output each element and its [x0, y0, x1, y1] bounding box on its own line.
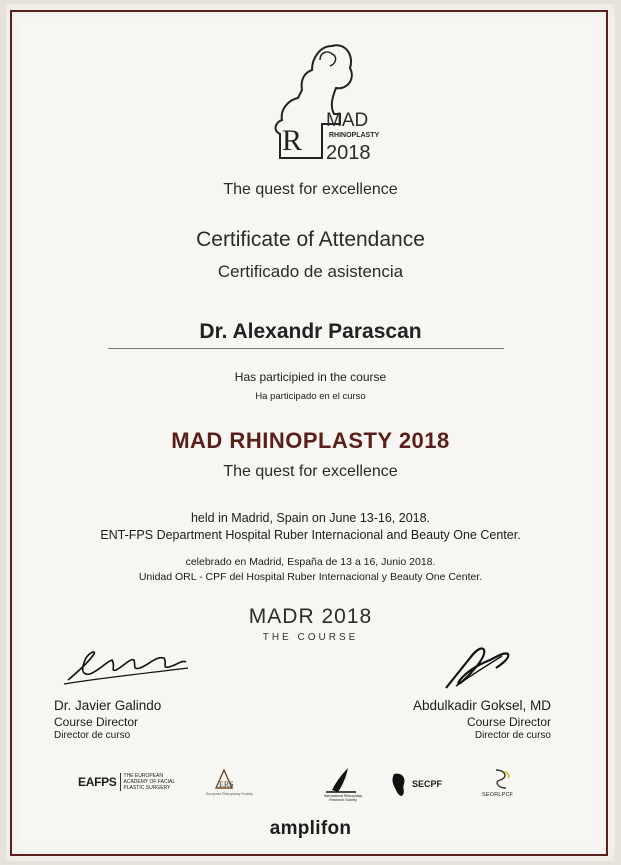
- director-left-role-en: Course Director: [54, 715, 139, 729]
- eafps-logo: [78, 770, 184, 794]
- recipient-name: Dr. Alexandr Parascan: [199, 320, 422, 343]
- director-right-role-es: Director de curso: [474, 730, 551, 741]
- secpf-text: SECPF: [412, 779, 443, 789]
- course-subtitle: The quest for excellence: [223, 463, 398, 480]
- director-right-role-en: Course Director: [466, 715, 551, 729]
- logo-initial: R: [282, 124, 303, 157]
- secpf-logo: [390, 770, 442, 798]
- mad-rhinoplasty-logo: [250, 38, 390, 172]
- held-es-line1: celebrado en Madrid, España de 13 a 16, Junio 2018.: [185, 556, 436, 568]
- logo-sub: RHINOPLASTY: [329, 132, 380, 139]
- eibs-logo: [206, 766, 253, 800]
- eibs-text: European Rhinoplasty Society: [206, 792, 253, 796]
- irs-emblem: [318, 764, 364, 794]
- eafps-text: THE EUROPEAN ACADEMY OF FACIAL PLASTIC SURGERY: [120, 773, 184, 791]
- irs-text: International Rhinoplasty Research Society: [323, 794, 363, 802]
- eafps-abbr: EAFPS: [78, 775, 117, 789]
- course-mark-sub: THE COURSE: [262, 632, 359, 643]
- certificate-title-es: Certificado de asistencia: [217, 262, 404, 281]
- participated-es: Ha participado en el curso: [255, 391, 366, 402]
- seorl-text: SEORLPCF: [482, 792, 514, 798]
- eibs-emblem: [206, 766, 246, 792]
- seorl-logo: [482, 766, 516, 802]
- certificate-title-en: Certificate of Attendance: [196, 228, 425, 251]
- director-right-name: Abdulkadir Goksel, MD: [412, 698, 551, 713]
- course-title: MAD RHINOPLASTY 2018: [171, 428, 450, 453]
- logo-year: 2018: [326, 142, 371, 164]
- held-es-line2: Unidad ORL - CPF del Hospital Ruber Internacional y Beauty One Center.: [138, 571, 483, 583]
- tagline: The quest for excellence: [223, 181, 398, 198]
- signature-left: [60, 640, 190, 690]
- seorl-emblem: [486, 766, 516, 792]
- director-left-role-es: Director de curso: [54, 730, 131, 741]
- held-en-line2: ENT-FPS Department Hospital Ruber Internacional and Beauty One Center.: [100, 528, 521, 542]
- director-left-name: Dr. Javier Galindo: [54, 698, 162, 713]
- amplifon-logo: amplifon: [269, 818, 352, 839]
- signature-right: [436, 638, 526, 694]
- course-mark-title: MADR 2018: [248, 605, 373, 628]
- secpf-emblem: [390, 770, 410, 798]
- svg-text:ERS: ERS: [219, 780, 234, 789]
- name-underline: [108, 348, 504, 349]
- held-en-line1: held in Madrid, Spain on June 13-16, 2018.: [190, 511, 431, 525]
- logo-brand: MAD: [326, 110, 369, 131]
- irs-logo: [318, 764, 364, 804]
- participated-en: Has participied in the course: [234, 370, 387, 384]
